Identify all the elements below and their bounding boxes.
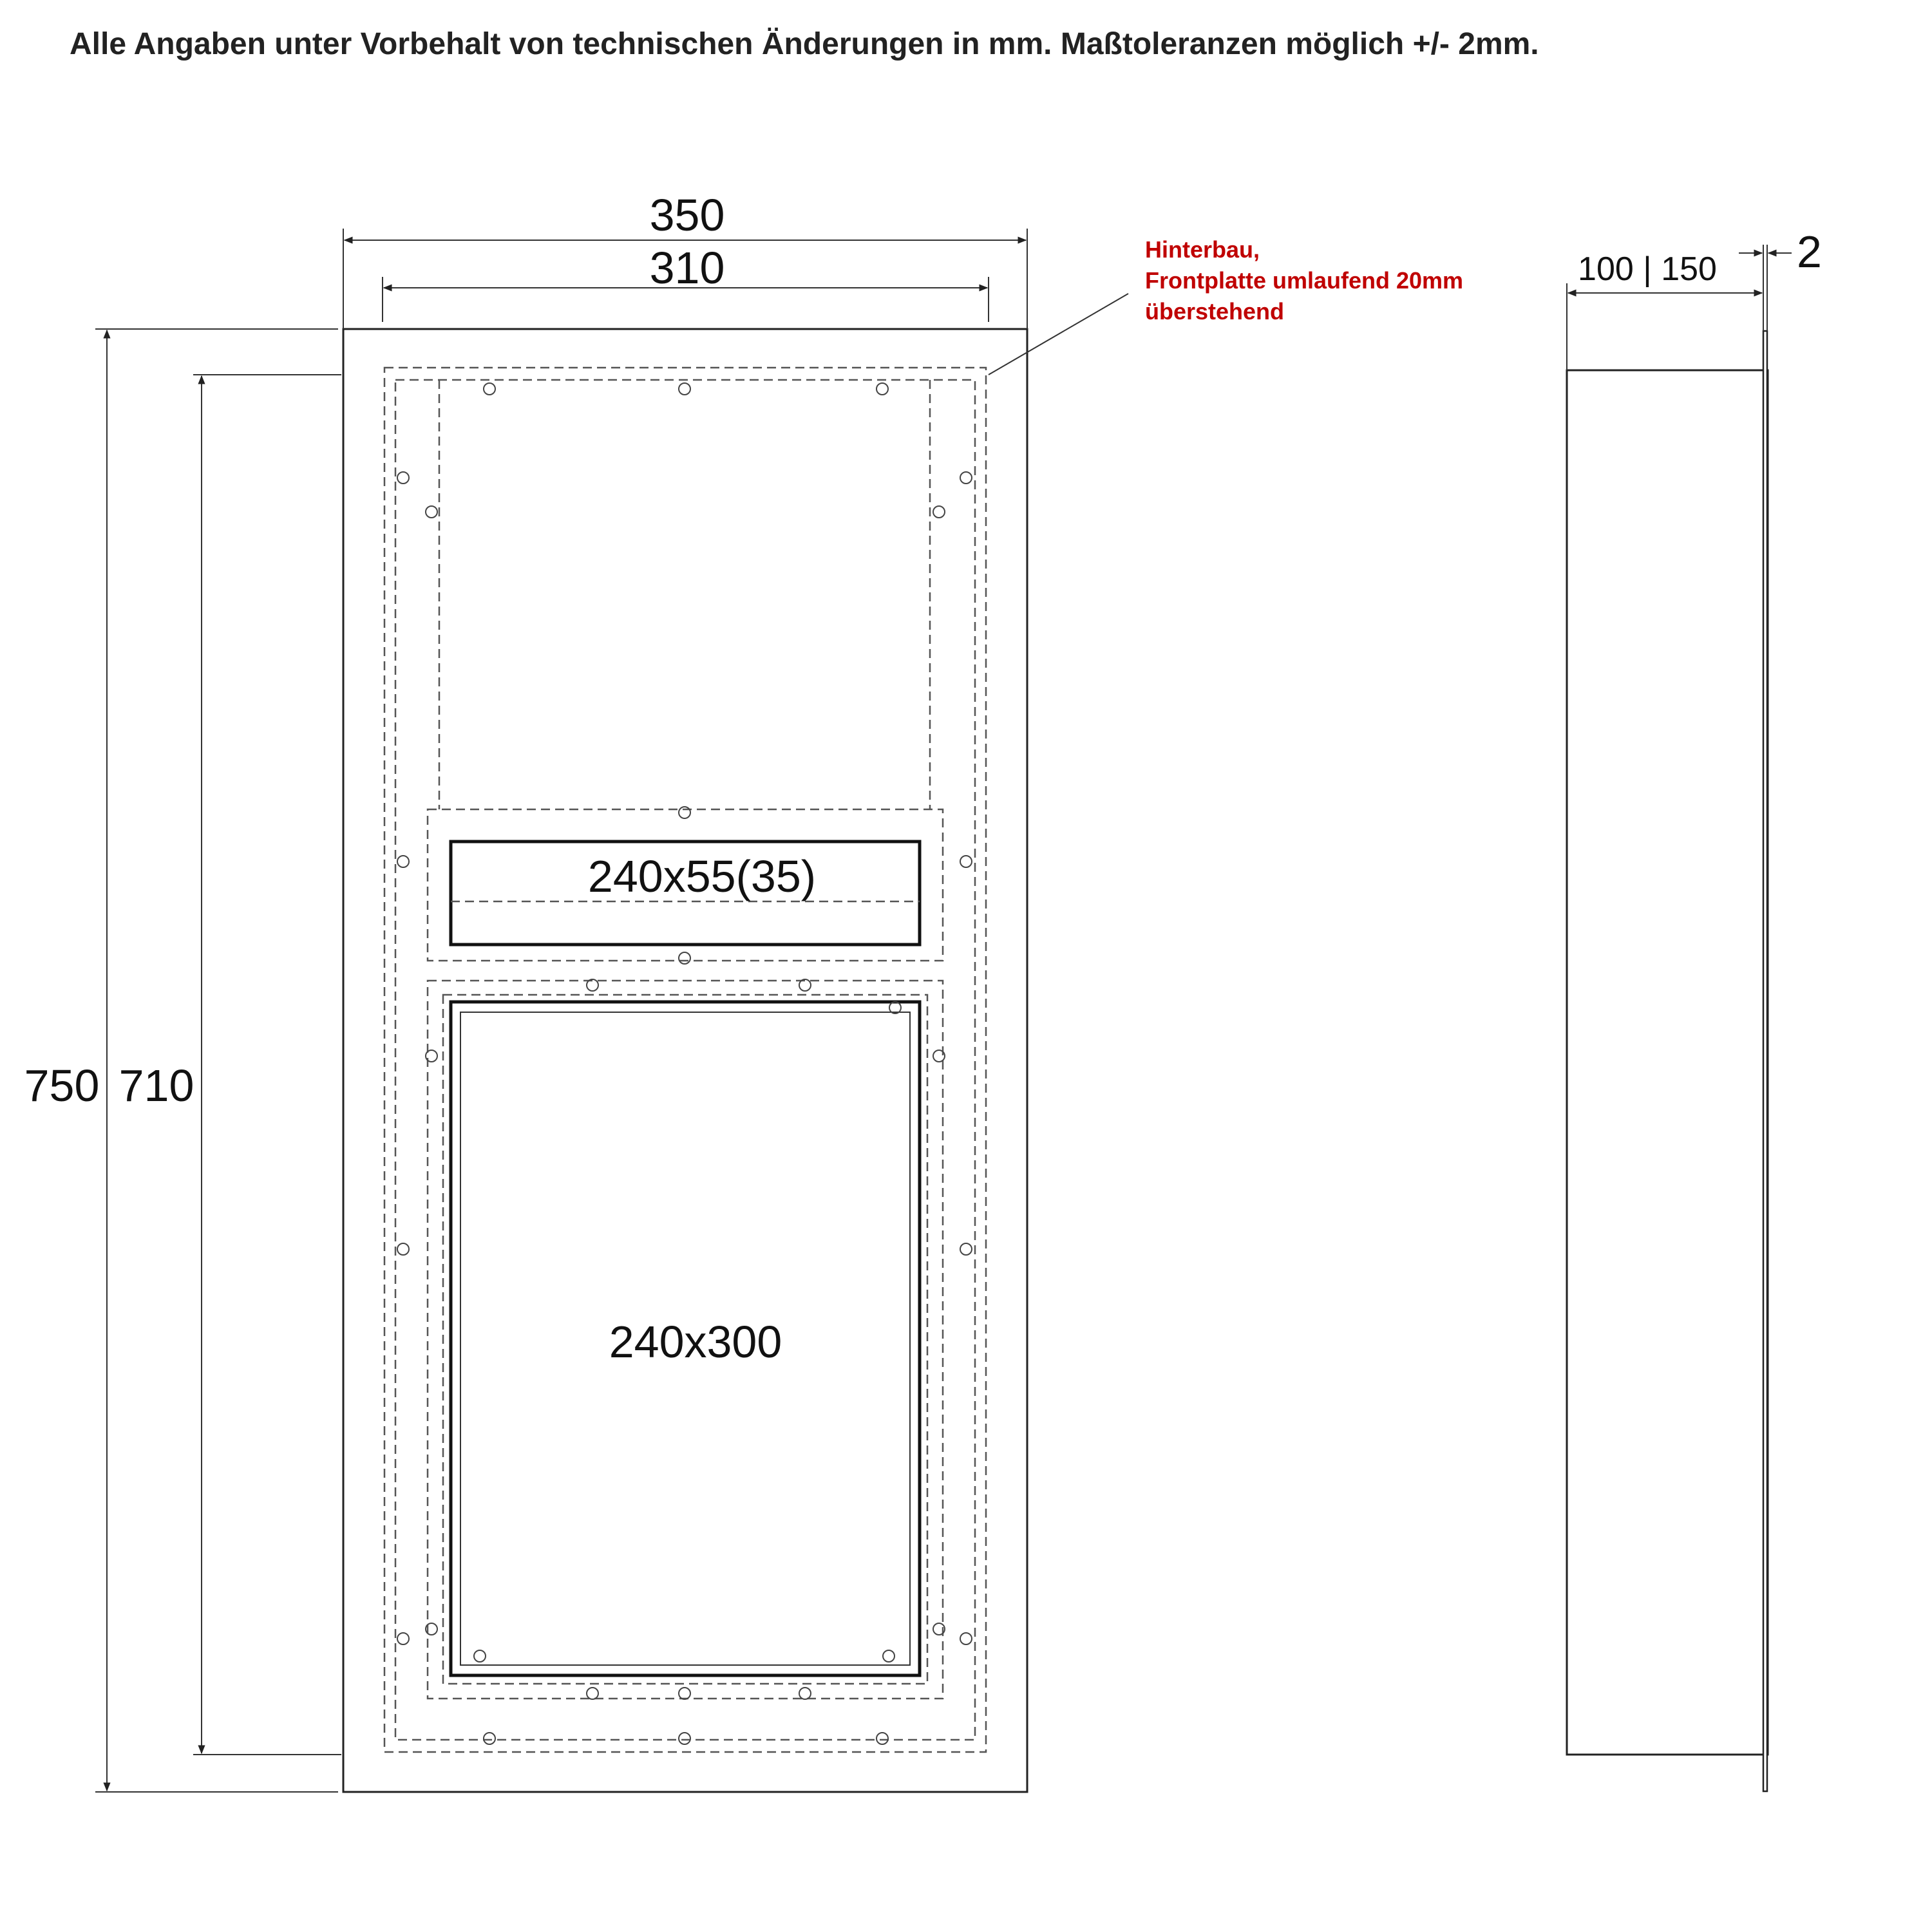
screw-hole-icon (426, 1050, 437, 1062)
front-dimensions (24, 190, 1027, 1792)
screw-hole-icon (933, 506, 945, 518)
front-view (343, 329, 1027, 1792)
screw-hole-icon (679, 1688, 690, 1699)
screw-hole-icon (679, 383, 690, 395)
screw-hole-icon (960, 472, 972, 484)
door-size-label: 240x300 (609, 1317, 782, 1367)
screw-hole-icon (397, 472, 409, 484)
front-plate-outline (343, 329, 1027, 1792)
mounting-screws (397, 383, 972, 1744)
screw-hole-icon (679, 1733, 690, 1744)
width-inner-label: 310 (649, 243, 725, 293)
screw-hole-icon (397, 1633, 409, 1644)
note-line-2: Frontplatte umlaufend 20mm (1145, 267, 1464, 294)
side-housing-outline (1567, 370, 1768, 1755)
screw-hole-icon (397, 1243, 409, 1255)
screw-hole-icon (960, 856, 972, 867)
note-leader-line (989, 294, 1128, 375)
screw-hole-icon (960, 1633, 972, 1644)
note-line-1: Hinterbau, (1145, 236, 1260, 263)
screw-hole-icon (426, 506, 437, 518)
screw-hole-icon (474, 1650, 486, 1662)
thickness-label: 2 (1797, 227, 1822, 277)
depth-label: 100 | 150 (1578, 250, 1717, 288)
side-front-plate (1763, 331, 1767, 1791)
screw-hole-icon (883, 1650, 895, 1662)
screw-hole-icon (484, 1733, 495, 1744)
width-outer-label: 350 (649, 190, 725, 240)
rear-housing-outline (384, 368, 986, 1752)
screw-hole-icon (876, 383, 888, 395)
screw-hole-icon (587, 1688, 598, 1699)
screw-hole-icon (933, 1050, 945, 1062)
side-view (1567, 227, 1822, 1791)
screw-hole-icon (799, 1688, 811, 1699)
screw-hole-icon (960, 1243, 972, 1255)
annotation-note (989, 236, 1463, 375)
height-inner-label: 710 (118, 1060, 194, 1111)
height-outer-label: 750 (24, 1060, 100, 1111)
disclaimer-text: Alle Angaben unter Vorbehalt von technischen Änderungen in mm. Maßtoleranzen möglich +/- 2mm. (70, 27, 1539, 61)
note-line-3: überstehend (1145, 298, 1285, 325)
rear-housing-inner (395, 380, 975, 1740)
screw-hole-icon (679, 807, 690, 818)
screw-hole-icon (397, 856, 409, 867)
screw-hole-icon (679, 952, 690, 964)
slot-size-label: 240x55(35) (587, 851, 817, 901)
screw-hole-icon (876, 1733, 888, 1744)
screw-hole-icon (484, 383, 495, 395)
